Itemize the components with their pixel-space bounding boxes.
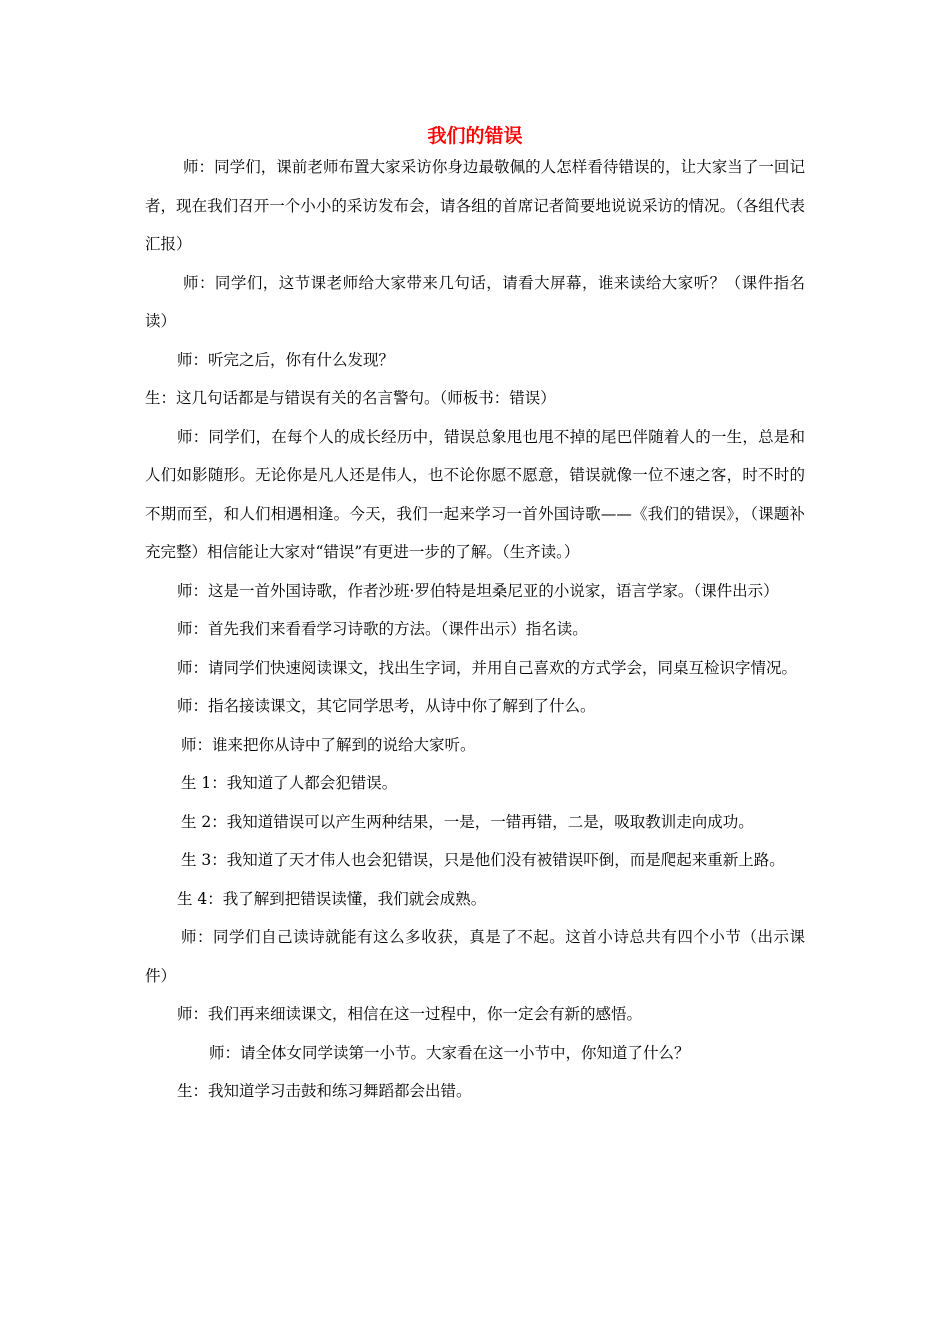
paragraph-11: 生 1：我知道了人都会犯错误。 [181, 774, 398, 792]
paragraph-7: 师：首先我们来看看学习诗歌的方法。（课件出示）指名读。 [177, 620, 588, 638]
document-body [145, 148, 805, 1111]
document-title: 我们的错误 [427, 125, 523, 147]
paragraph-12: 生 2：我知道错误可以产生两种结果，一是，一错再错，二是，吸取教训走向成功。 [181, 812, 754, 831]
paragraph-16: 师：我们再来细读课文，相信在这一过程中，你一定会有新的感悟。 [177, 1005, 643, 1023]
paragraph-14: 生 4：我了解到把错误读懂，我们就会成熟。 [177, 889, 487, 908]
paragraph-1: 师：同学们，课前老师布置大家采访你身边最敬佩的人怎样看待错误的，让大家当了一回记者，现在我们召开一个小小的采访发布会，请各组的首席记者简要地说说采访的情况。（各组代表汇报） [145, 158, 805, 253]
paragraph-18: 生：我知道学习击鼓和练习舞蹈都会出错。 [177, 1082, 472, 1100]
paragraph-15: 师：同学们自己读诗就能有这么多收获，真是了不起。这首小诗总共有四个小节（出示课件） [145, 928, 805, 985]
paragraph-4: 生：这几句话都是与错误有关的名言警句。（师板书：错误） [145, 389, 556, 407]
paragraph-8: 师：请同学们快速阅读课文，找出生字词，并用自己喜欢的方式学会，同桌互检识字情况。 [177, 658, 798, 677]
paragraph-13: 生 3：我知道了天才伟人也会犯错误，只是他们没有被错误吓倒，而是爬起来重新上路。 [181, 851, 785, 869]
paragraph-3: 师：听完之后，你有什么发现？ [177, 350, 395, 369]
paragraph-17: 师：请全体女同学读第一小节。大家看在这一小节中，你知道了什么？ [209, 1043, 690, 1062]
paragraph-6: 师：这是一首外国诗歌，作者沙班·罗伯特是坦桑尼亚的小说家，语言学家。（课件出示） [177, 581, 779, 600]
paragraph-2: 师：同学们，这节课老师给大家带来几句话，请看大屏幕，谁来读给大家听？（课件指名读） [145, 273, 805, 330]
paragraph-9: 师：指名接读课文，其它同学思考，从诗中你了解到了什么。 [177, 697, 596, 715]
paragraph-10: 师：谁来把你从诗中了解到的说给大家听。 [181, 735, 476, 754]
paragraph-5: 师：同学们，在每个人的成长经历中，错误总象甩也甩不掉的尾巴伴随着人的一生，总是和人们如影随形。无论你是凡人还是伟人，也不论你愿不愿意，错误就像一位不速之客，时不时的不期而至，和人们相遇相逢。今天，我们一起来学习一首外国诗歌——《我们的错误》，（课题补充完整）相信能让大家对“错误”有更进一步的了解。（生齐读。） [145, 427, 805, 561]
